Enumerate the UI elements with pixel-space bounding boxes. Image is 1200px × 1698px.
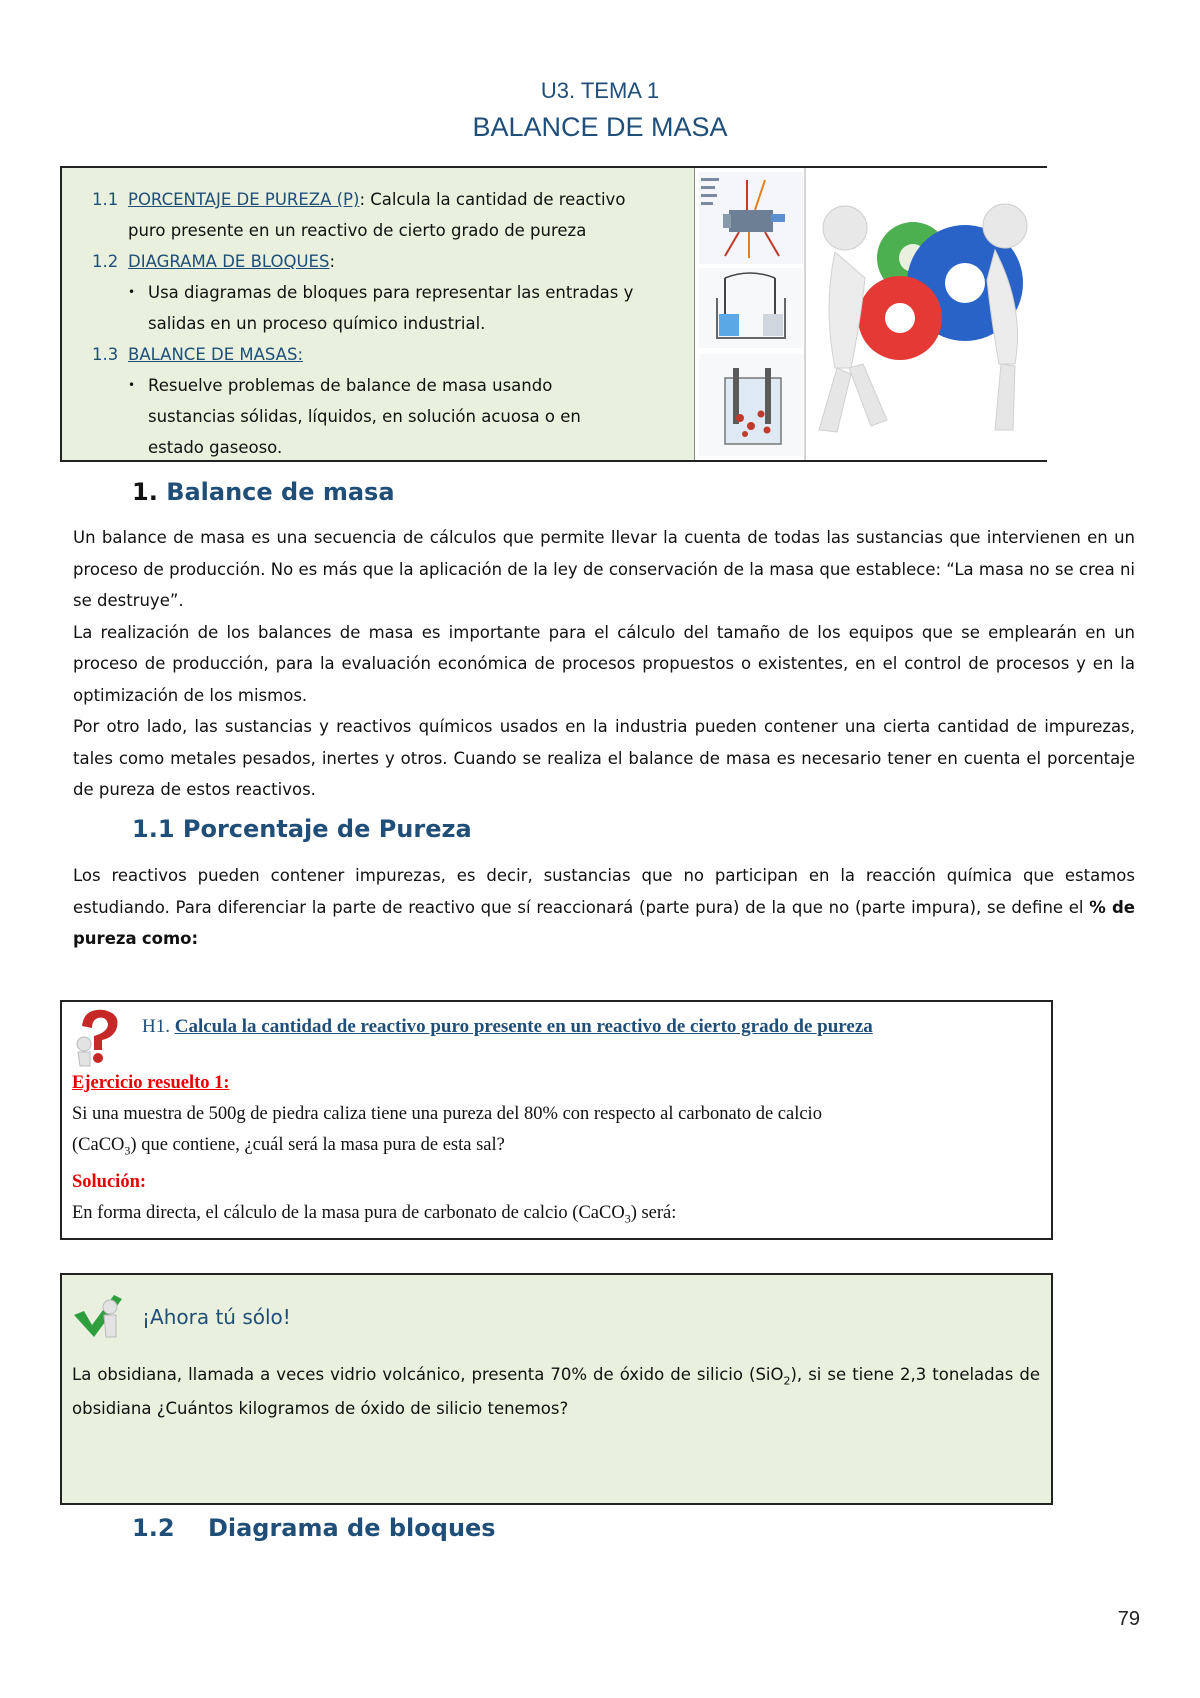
section-1-paragraph-2: La realización de los balances de masa es importante para el cálculo del tamaño de los equipos que se emplearán en un proceso de producción, para la evaluación económica de procesos propuestos o existentes, en el control de procesos y en la optimización de los mismos. [73,622,1135,705]
objective-2-number: 1.2 [92,252,119,271]
solution-label: Solución: [72,1171,147,1192]
practice-box [60,1273,1053,1505]
example-statement-line-1: Si una muestra de 500g de piedra caliza tiene una pureza del 80% con respecto al carbonato de calcio [72,1104,822,1124]
objective-2-colon: : [329,252,336,271]
objectives-list [92,184,712,463]
example-heading [142,1016,873,1038]
section-1-paragraph-3: Por otro lado, las sustancias y reactivos químicos usados en la industria pueden contener una cierta cantidad de impurezas, tales como metales pesados, inertes y otros. Cuando se realiza el balance de masa es necesario tener en cuenta el porcentaje de pureza de estos reactivos. [73,717,1135,799]
example-heading-label: H1. [142,1016,170,1037]
gears-teamwork-image [819,204,1027,432]
section-1-2-title: Diagrama de bloques [207,1514,496,1542]
question-figure-icon [72,1006,128,1068]
example-label: Ejercicio resuelto 1: [72,1073,230,1093]
purity-term: % de pureza [73,897,1135,948]
objective-2 [92,246,712,277]
objective-3-bullet-line-1: Resuelve problemas de balance de masa usando [148,376,553,395]
bullet-icon: • [128,285,136,299]
solution-text [72,1198,1032,1235]
objective-1-number: 1.1 [92,190,119,209]
solution-subscript: 3 [624,1211,631,1226]
objective-2-bullet-line-2: salidas en un proceso químico industrial. [148,314,486,333]
objective-1-text-cont: puro presente en un reactivo de cierto grado de pureza [128,221,587,240]
practice-question-end: ), si se tiene 2,3 toneladas de obsidiana ¿Cuántos kilogramos de óxido de silicio tenemos? [72,1365,1041,1419]
section-1-paragraph-1: Un balance de masa es una secuencia de cálculos que permite llevar la cuenta de todas las sustancias que intervienen en un proceso de producción. No es más que la aplicación de la ley de conservación de la masa que establece: “La masa no se crea ni se destruye”. [73,528,1135,610]
illustrations-panel [694,168,1048,460]
purity-definition-text: Los reactivos pueden contener impurezas, es decir, sustancias que no participan en la reacción química que estamos estudiando. Para diferenciar la parte de reactivo que sí reaccionará (parte pura) de la que no (parte impura), se define el [73,866,1135,917]
beaker-image [699,354,803,456]
section-1-2-number: 1.2 [132,1514,175,1542]
worked-example-box [60,1000,1053,1240]
section-1-body [73,522,1135,806]
electrolysis-image [699,268,803,348]
solution-line: En forma directa, el cálculo de la masa pura de carbonato de calcio (CaCO [72,1202,625,1223]
bullet-icon: • [128,378,136,392]
unit-label: U3. TEMA 1 [540,78,660,103]
practice-title: ¡Ahora tú sólo! [142,1305,291,1329]
section-1-1-number: 1.1 [132,815,175,843]
section-1-1-body [73,860,1135,955]
section-1-1-heading [132,815,472,843]
example-content [72,1068,1032,1234]
section-1-number: 1. [132,478,158,506]
objective-2-bullet [92,277,712,339]
example-statement-line-2 [72,1130,1032,1167]
page-number: 79 [1117,1608,1140,1630]
formula-subscript: 3 [124,1143,131,1158]
purity-definition-end: como: [141,929,199,948]
objective-3-title: BALANCE DE MASAS: [128,345,303,364]
practice-subscript: 2 [783,1374,791,1388]
practice-question [72,1361,1040,1423]
process-diagram-image [699,172,803,264]
objective-1-title: PORCENTAJE DE PUREZA (P) [128,190,360,209]
statement-question: ) que contiene, ¿cuál será la masa pura de esta sal? [130,1135,505,1155]
objectives-box [60,166,1047,462]
objective-3-number: 1.3 [92,345,119,364]
objective-2-bullet-line-1: Usa diagramas de bloques para representar las entradas y [148,283,634,302]
section-1-title: Balance de masa [166,478,395,506]
section-1-1-title: Porcentaje de Pureza [182,815,472,843]
section-1-2-heading [132,1514,496,1542]
practice-question-text: La obsidiana, llamada a veces vidrio volcánico, presenta 70% de óxido de silicio (SiO [72,1365,784,1384]
objective-3 [92,339,712,370]
objective-3-bullet-line-3: estado gaseoso. [148,438,283,457]
formula-text: (CaCO [72,1135,125,1155]
objective-1 [92,184,712,215]
objective-3-bullet-line-2: sustancias sólidas, líquidos, en solución acuosa o en [148,407,581,426]
section-1-heading [132,478,395,506]
section-1-1-paragraph [73,860,1135,955]
solution-end: ) será: [630,1202,677,1223]
objective-3-bullet [92,370,712,463]
page-title: BALANCE DE MASA [472,112,728,142]
illustrations-svg [695,168,1048,460]
example-heading-title: Calcula la cantidad de reactivo puro presente en un reactivo de cierto grado de pureza [174,1016,873,1037]
objective-2-title: DIAGRAMA DE BLOQUES [128,252,330,271]
checkmark-figure-icon [70,1289,126,1341]
objective-1-text: : Calcula la cantidad de reactivo [359,190,626,209]
